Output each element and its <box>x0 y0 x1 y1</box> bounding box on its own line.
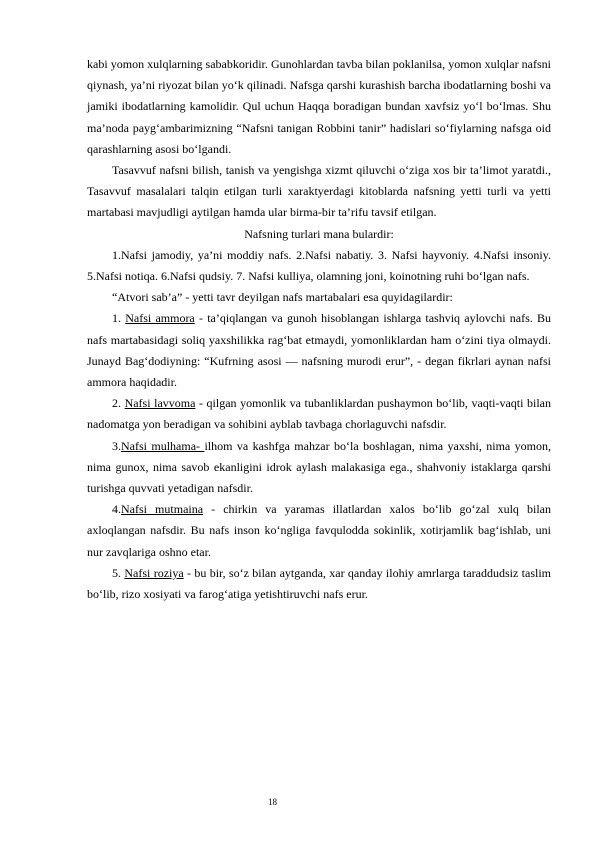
list-item <box>87 436 551 500</box>
item-term: Nafsi roziya <box>124 565 184 580</box>
item-text: - ta’qiqlangan va gunoh hisoblangan ishlarga tashviq aylovchi nafs. Bu nafs martabasidagi soliq yaxshilikka rag‘bat etmaydi, yomonliklardan ham o‘zini tiya olmaydi. Junayd Bag‘dodiyning: “Kufrning asosi — nafsning murodi erur”, - degan fikrlari aynan nafsi ammora haqidadir. <box>87 311 552 390</box>
paragraph-tasavvuf: Tasavvuf nafsni bilish, tanish va yengishga xizmt qiluvchi o‘ziga xos bir ta’limot yaratdi., Tasavvuf masalalari talqin etilgan turli xaraktyerdagi kitoblarda nafsning yetti turli va yetti martabasi mavjudligi aytilgan hamda ular birma-bir ta’rifu tavsif etilgan. <box>87 163 551 220</box>
list-item <box>87 499 551 563</box>
list-item <box>87 308 551 393</box>
item-term: Nafsi ammora <box>125 311 195 326</box>
item-text: - bu bir, so‘z bilan aytganda, xar qanday ilohiy amrlarga taraddudsiz taslim bo‘lib, rizo xosiyati va farog‘atiga yetishtiruvchi nafs erur. <box>87 565 552 602</box>
item-term: Nafsi mulhama- <box>121 438 205 453</box>
page-body <box>87 54 551 605</box>
paragraph-atvori-saba: “Atvori sab’a” - yetti tavr deyilgan nafs martabalari esa quyidagilardir: <box>112 290 453 305</box>
item-number: 2. <box>112 396 121 411</box>
item-term: Nafsi lavvoma <box>124 396 196 411</box>
item-term: Nafsi mutmaina <box>121 502 204 517</box>
list-item <box>87 393 551 435</box>
item-text: ilhom va kashfga mahzar bo‘la boshlagan, nima yaxshi, nima yomon, nima gunox, nima savob ekanligini idrok aylash malakasiga ega., shahvoniy istaklarga qarshi turishga quvvati yetadigan nafsdir. <box>87 438 551 496</box>
item-text: - qilgan yomonlik va tubanliklardan pushaymon bo‘lib, vaqti-vaqti bilan nadomatga yon beradigan va sohibini ayblab tavbaga chorlaguvchi nafsdir. <box>87 396 552 432</box>
section-heading: Nafsning turlari mana bulardir: <box>244 226 394 241</box>
item-text: - chirkin va yaramas illatlardan xalos bo‘lib go‘zal xulq bilan axloqlangan nafsdir. Bu nafs inson ko‘ngliga favqulodda sokinlik, xotirjamlik bag‘ishlab, uni nur zavqlariga oshno etar. <box>87 502 551 559</box>
paragraph-intro: kabi yomon xulqlarning sababkoridir. Gunohlardan tavba bilan poklanilsa, yomon xulqlar nafsni qiynash, ya’ni riyozat bilan yo‘k qilinadi. Nafsga qarshi kurashish barcha ibodatlarning boshi va jamiki ibodatlarning kamolidir. Qul uchun Haqqa boradigan bundan xavfsiz yo‘l bo‘lmas. Shu ma’noda payg‘ambarimizning “Nafsni tanigan Robbini tanir” hadislari so‘fiylarning nafsga oid qarashlarning asosi bo‘lgandi. <box>87 57 551 156</box>
item-number: 4. <box>112 502 121 517</box>
paragraph-nafs-types: 1.Nafsi jamodiy, ya’ni moddiy nafs. 2.Nafsi nabatiy. 3. Nafsi hayvoniy. 4.Nafsi insoniy. 5.Nafsi notiqa. 6.Nafsi qudsiy. 7. Nafsi kulliya, olamning joni, koinotning ruhi bo‘lgan nafs. <box>87 247 551 284</box>
list-item <box>87 563 551 605</box>
page-number: 18 <box>268 797 277 807</box>
item-number: 3. <box>112 438 121 453</box>
item-number: 5. <box>112 565 121 580</box>
item-number: 1. <box>112 311 121 326</box>
